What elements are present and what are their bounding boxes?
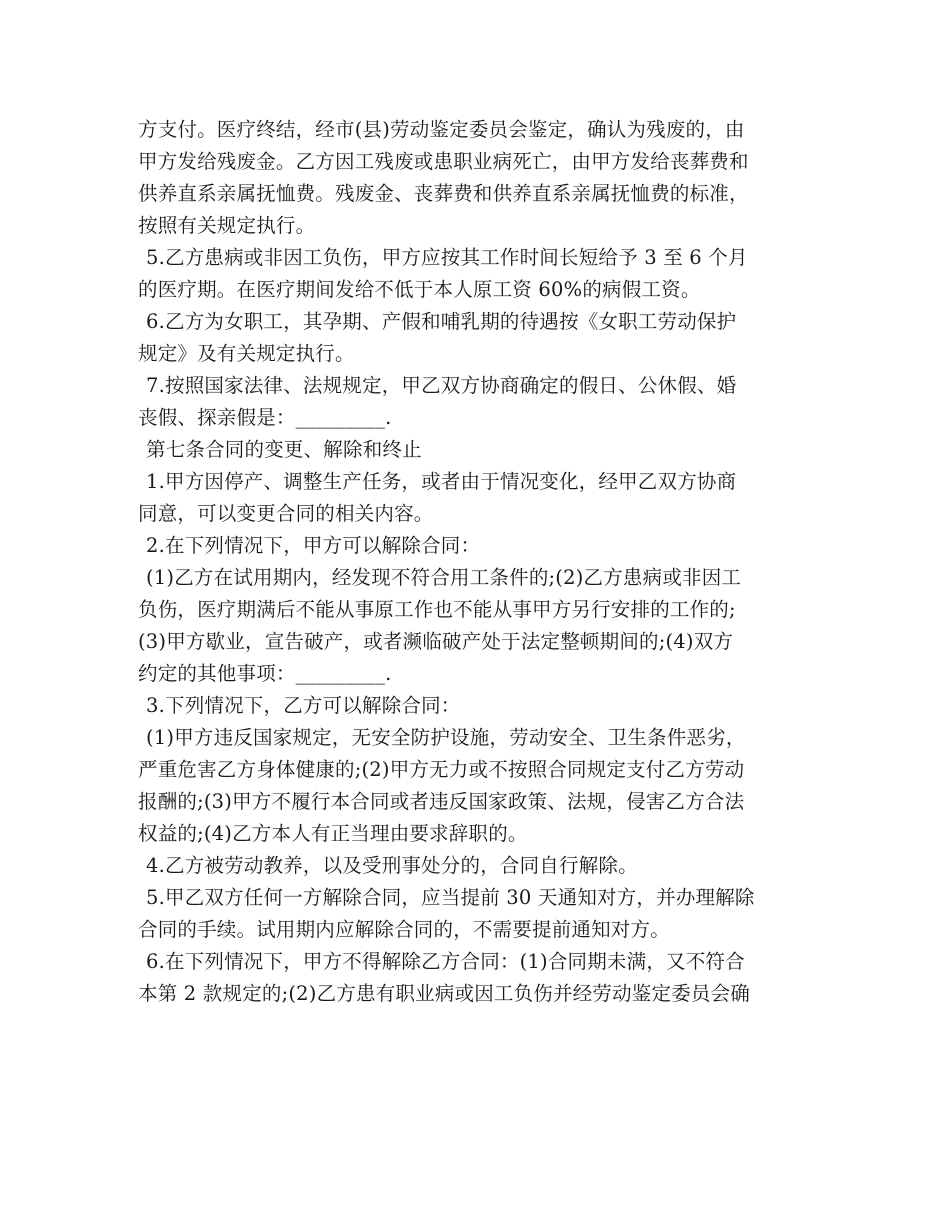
text-line: 4.乙方被劳动教养，以及受刑事处分的，合同自行解除。 xyxy=(146,854,638,877)
text-line: 报酬的;(3)甲方不履行本合同或者违反国家政策、法规，侵害乙方合法 xyxy=(138,790,745,813)
text-line: 6.在下列情况下，甲方不得解除乙方合同：(1)合同期未满，又不符合 xyxy=(146,950,745,973)
text-line: (1)甲方违反国家规定，无安全防护设施，劳动安全、卫生条件恶劣， xyxy=(146,726,746,749)
text-line: 负伤，医疗期满后不能从事原工作也不能从事甲方另行安排的工作的; xyxy=(138,598,736,621)
document-body xyxy=(138,114,818,1010)
text-line: 1.甲方因停产、调整生产任务，或者由于情况变化，经甲乙双方协商 xyxy=(146,470,737,493)
text-line: 丧假、探亲假是：_________. xyxy=(138,406,392,429)
text-line: 5.甲乙双方任何一方解除合同，应当提前 30 天通知对方，并办理解除 xyxy=(146,886,755,909)
text-line: 规定》及有关规定执行。 xyxy=(138,342,355,365)
text-line: (3)甲方歇业，宣告破产，或者濒临破产处于法定整顿期间的;(4)双方 xyxy=(138,630,734,653)
text-line: 6.乙方为女职工，其孕期、产假和哺乳期的待遇按《女职工劳动保护 xyxy=(146,310,737,333)
text-line: 7.按照国家法律、法规规定，甲乙双方协商确定的假日、公休假、婚 xyxy=(146,374,737,397)
text-line: 5.乙方患病或非因工负伤，甲方应按其工作时间长短给予 3 至 6 个月 xyxy=(146,246,748,269)
text-line: 同意，可以变更合同的相关内容。 xyxy=(138,502,434,525)
text-line: 甲方发给残废金。乙方因工残废或患职业病死亡，由甲方发给丧葬费和 xyxy=(138,150,749,173)
text-line: 约定的其他事项：_________. xyxy=(138,662,392,685)
text-line: 严重危害乙方身体健康的;(2)甲方无力或不按照合同规定支付乙方劳动 xyxy=(138,758,745,781)
text-line: 3.下列情况下，乙方可以解除合同： xyxy=(146,694,461,717)
text-line: 供养直系亲属抚恤费。残废金、丧葬费和供养直系亲属抚恤费的标准， xyxy=(138,182,749,205)
text-line: 合同的手续。试用期内应解除合同的，不需要提前通知对方。 xyxy=(138,918,670,941)
text-line: 按照有关规定执行。 xyxy=(138,214,316,237)
text-line: 方支付。医疗终结，经市(县)劳动鉴定委员会鉴定，确认为残废的，由 xyxy=(138,118,745,141)
text-line: 2.在下列情况下，甲方可以解除合同： xyxy=(146,534,481,557)
text-line: 第七条合同的变更、解除和终止 xyxy=(146,438,422,461)
text-line: 的医疗期。在医疗期间发给不低于本人原工资 60%的病假工资。 xyxy=(138,278,701,301)
text-line: 本第 2 款规定的;(2)乙方患有职业病或因工负伤并经劳动鉴定委员会确 xyxy=(138,982,750,1005)
text-line: (1)乙方在试用期内，经发现不符合用工条件的;(2)乙方患病或非因工 xyxy=(146,566,742,589)
text-line: 权益的;(4)乙方本人有正当理由要求辞职的。 xyxy=(138,822,528,845)
